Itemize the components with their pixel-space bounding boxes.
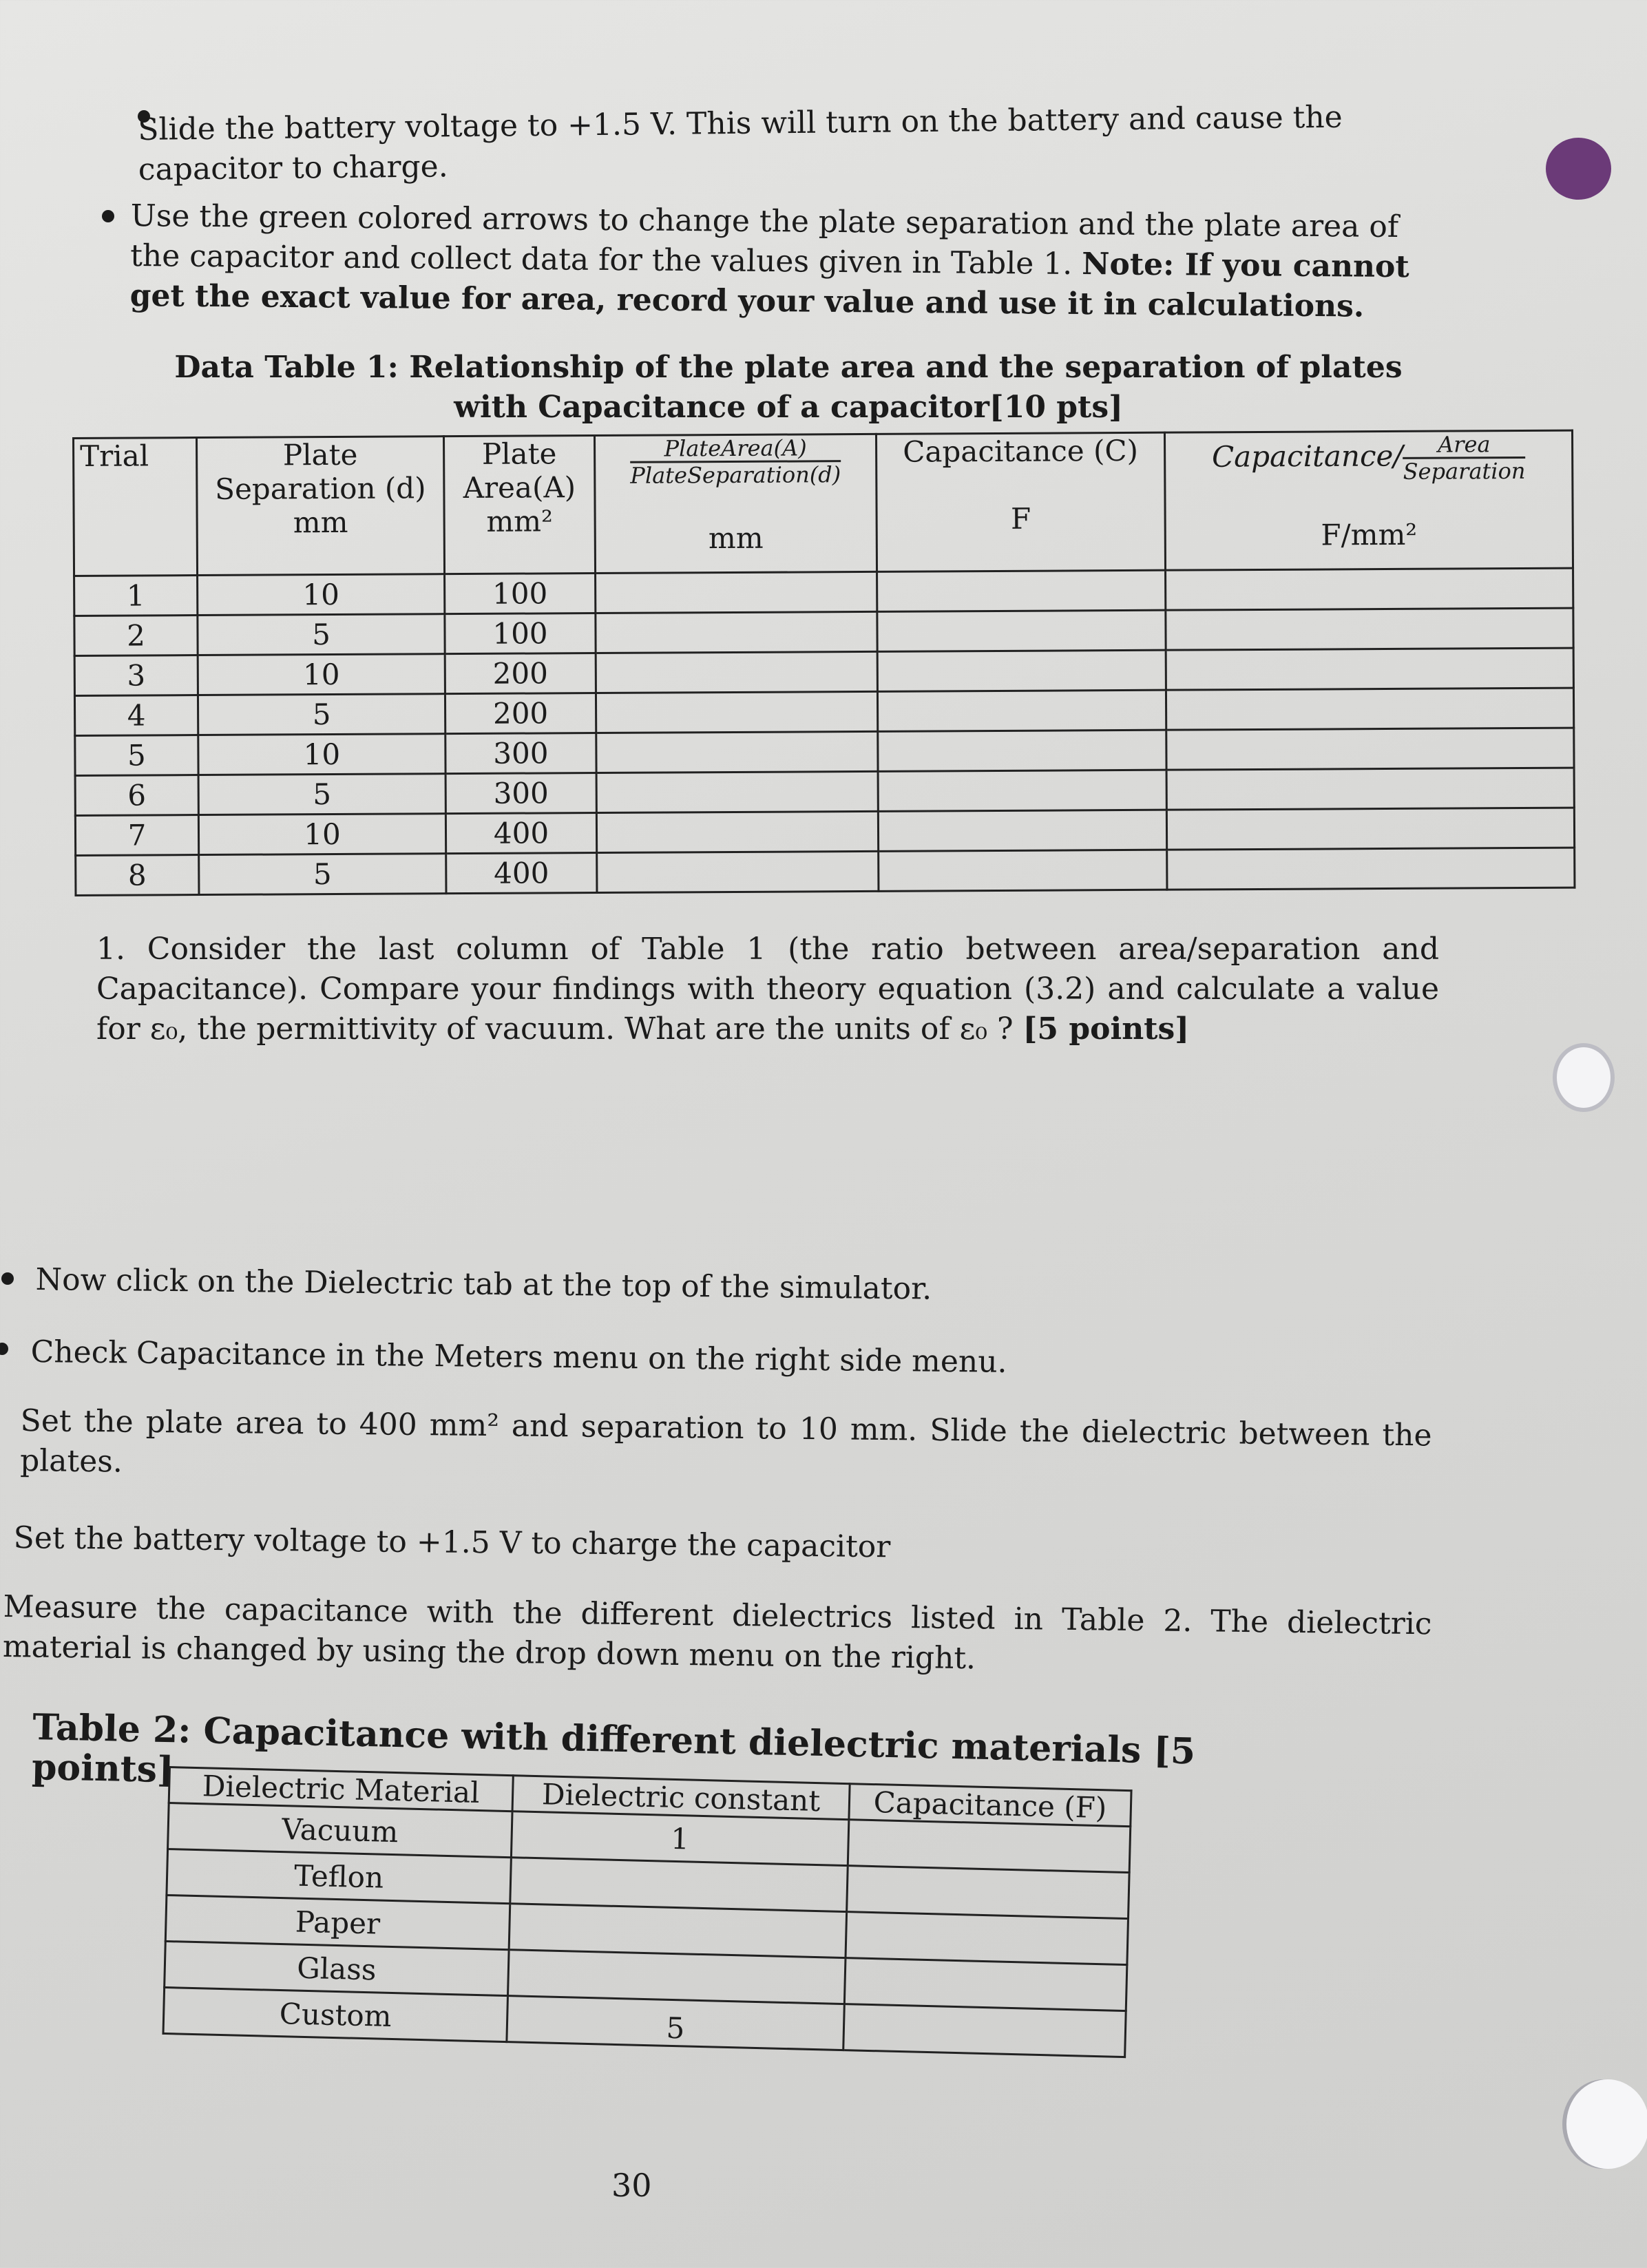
constant-cell[interactable] (510, 1858, 848, 1912)
instruction-note: Note: If you cannot get the exact value for area, record your value and use it in calculations. (129, 246, 1409, 324)
capacitance-cell[interactable] (847, 1866, 1130, 1919)
material-cell: Glass (165, 1941, 509, 1995)
ratio-cell[interactable] (596, 611, 877, 653)
trial-cell: 8 (76, 855, 199, 896)
ratio-cell[interactable] (596, 771, 878, 812)
instruction-set-plate: Set the plate area to 400 mm² and separation to 10 mm. Slide the dielectric between the plates. (19, 1403, 1432, 1480)
instruction-battery: Slide the battery voltage to +1.5 V. This will turn on the battery and cause the capacitor to charge. (138, 99, 1343, 187)
header-trial: Trial (74, 438, 198, 576)
capacitance-cell[interactable] (843, 2004, 1126, 2057)
capacitance-cell[interactable] (878, 770, 1166, 811)
unit-ratio: mm (708, 521, 764, 556)
ratio-cell[interactable] (597, 851, 879, 892)
header-cap-per-ratio-label: Capacitance/ (1211, 439, 1403, 474)
separation-cell: 10 (198, 734, 445, 775)
instruction-arrows (129, 196, 1431, 327)
header-capacitance (876, 432, 1165, 571)
capacitance-cell[interactable] (878, 730, 1166, 771)
constant-cell: 5 (507, 1996, 844, 2050)
cap-ratio-cell[interactable] (1166, 768, 1574, 810)
ratio-cell[interactable] (596, 571, 877, 613)
header-area (444, 436, 596, 574)
area-cell: 100 (445, 574, 596, 614)
ratio-denominator: PlateSeparation(d) (630, 461, 841, 489)
separation-cell: 10 (198, 814, 445, 855)
capacitance-cell[interactable] (846, 1912, 1129, 1965)
area-cell: 300 (445, 733, 596, 774)
data-table-1 (72, 430, 1575, 896)
separation-cell: 5 (198, 774, 445, 815)
capacitance-cell[interactable] (878, 810, 1166, 851)
separation-cell: 5 (198, 614, 445, 655)
header-separation-label: Plate Separation (d) (215, 437, 426, 506)
header-capacitance-f: Capacitance (F) (849, 1784, 1131, 1827)
cap-ratio-cell[interactable] (1166, 808, 1574, 850)
constant-cell[interactable] (507, 1950, 845, 2004)
unit-f-per-mm2: F/mm² (1321, 517, 1418, 552)
instruction-check-capacitance: Check Capacitance in the Meters menu on the right side menu. (30, 1334, 1007, 1380)
header-material: Dielectric Material (169, 1767, 513, 1812)
separation-cell: 5 (198, 694, 445, 735)
constant-cell[interactable] (509, 1904, 846, 1958)
trial-cell: 7 (75, 815, 198, 856)
cap-ratio-cell[interactable] (1166, 688, 1573, 730)
area-cell: 300 (445, 773, 596, 814)
instruction-battery-voltage: Set the battery voltage to +1.5 V to charge the capacitor (13, 1520, 891, 1565)
question-text: Consider the last column of Table 1 (the ratio between area/separation and Capacitance). Compare your findings with theory equation (3.2) and calculate a value for ε₀, the permittivity of vacuum. What are the units of ε₀ ? (96, 932, 1439, 1047)
unit-mm: mm (293, 505, 348, 540)
trial-cell: 2 (74, 616, 198, 656)
bullet (1, 1272, 14, 1285)
question-1 (96, 930, 1439, 1049)
trial-cell: 4 (74, 695, 198, 736)
data-table-2 (162, 1766, 1132, 2058)
question-number: 1. (96, 932, 125, 967)
bullet (102, 210, 114, 222)
capacitance-cell[interactable] (877, 610, 1166, 651)
capacitance-cell[interactable] (848, 1820, 1131, 1873)
material-cell: Paper (165, 1895, 510, 1949)
trial-cell: 5 (75, 735, 198, 776)
header-capacitance-label: Capacitance (C) (903, 433, 1139, 469)
capacitance-cell[interactable] (877, 570, 1166, 611)
area-cell: 200 (445, 693, 596, 734)
area-sep-fraction (1403, 432, 1525, 484)
cap-ratio-cell[interactable] (1166, 728, 1574, 770)
header-area-label: Plate Area(A) (463, 437, 576, 505)
question-points: [5 points] (1022, 1011, 1190, 1047)
page-number: 30 (611, 2167, 652, 2204)
bullet (0, 1343, 8, 1355)
cap-ratio-cell[interactable] (1166, 568, 1573, 610)
unit-farad: F (1010, 501, 1031, 536)
header-separation (197, 437, 445, 576)
table1-header-row (74, 430, 1573, 576)
table1-title: Data Table 1: Relationship of the plate area and the separation of plates with Capacitance of a capacitor[10 pts] (174, 350, 1403, 425)
table-row (76, 848, 1575, 895)
area-cell: 100 (445, 613, 596, 654)
header-constant: Dielectric constant (512, 1776, 850, 1820)
separation-cell: 10 (198, 574, 445, 616)
material-cell: Custom (163, 1987, 507, 2041)
separation-cell: 5 (199, 854, 446, 895)
instruction-arrows-text: Use the green colored arrows to change the plate separation and the plate area of the capacitor and collect data for the values given in Table 1. (130, 198, 1399, 282)
sep-denominator: Separation (1403, 457, 1526, 485)
ratio-cell[interactable] (596, 651, 877, 693)
header-cap-per-ratio (1164, 430, 1573, 570)
separation-cell: 10 (198, 654, 445, 695)
cap-ratio-cell[interactable] (1166, 648, 1573, 690)
area-numerator: Area (1403, 432, 1525, 459)
ratio-cell[interactable] (596, 691, 877, 733)
instruction-dielectric-tab: Now click on the Dielectric tab at the top of the simulator. (35, 1261, 932, 1307)
trial-cell: 3 (74, 655, 198, 696)
capacitance-cell[interactable] (844, 1958, 1127, 2011)
material-cell: Teflon (167, 1849, 511, 1904)
table2-title: Table 2: Capacitance with different dielectric materials [5 points] (31, 1706, 1196, 1792)
ratio-cell[interactable] (596, 731, 878, 773)
constant-cell: 1 (511, 1812, 848, 1866)
ratio-numerator: PlateArea(A) (630, 435, 841, 463)
capacitance-cell[interactable] (879, 850, 1167, 891)
instruction-measure: Measure the capacitance with the different dielectrics listed in Table 2. The dielectric material is changed by using the drop down menu on the right. (2, 1588, 1432, 1677)
capacitance-cell[interactable] (877, 650, 1166, 691)
cap-ratio-cell[interactable] (1167, 848, 1575, 890)
ratio-cell[interactable] (596, 811, 878, 852)
punch-hole-icon (1546, 138, 1611, 200)
capacitance-cell[interactable] (877, 690, 1166, 731)
unit-mm2: mm² (486, 504, 554, 538)
area-cell: 400 (446, 853, 597, 894)
cap-ratio-cell[interactable] (1166, 608, 1573, 650)
trial-cell: 6 (75, 775, 198, 816)
trial-cell: 1 (74, 576, 198, 616)
ratio-fraction (630, 435, 841, 488)
area-cell: 200 (445, 653, 596, 694)
material-cell: Vacuum (168, 1803, 512, 1858)
punch-hole-icon (1553, 1043, 1615, 1112)
punch-hole-icon (1566, 2079, 1647, 2169)
header-ratio (594, 434, 877, 573)
area-cell: 400 (445, 813, 596, 854)
